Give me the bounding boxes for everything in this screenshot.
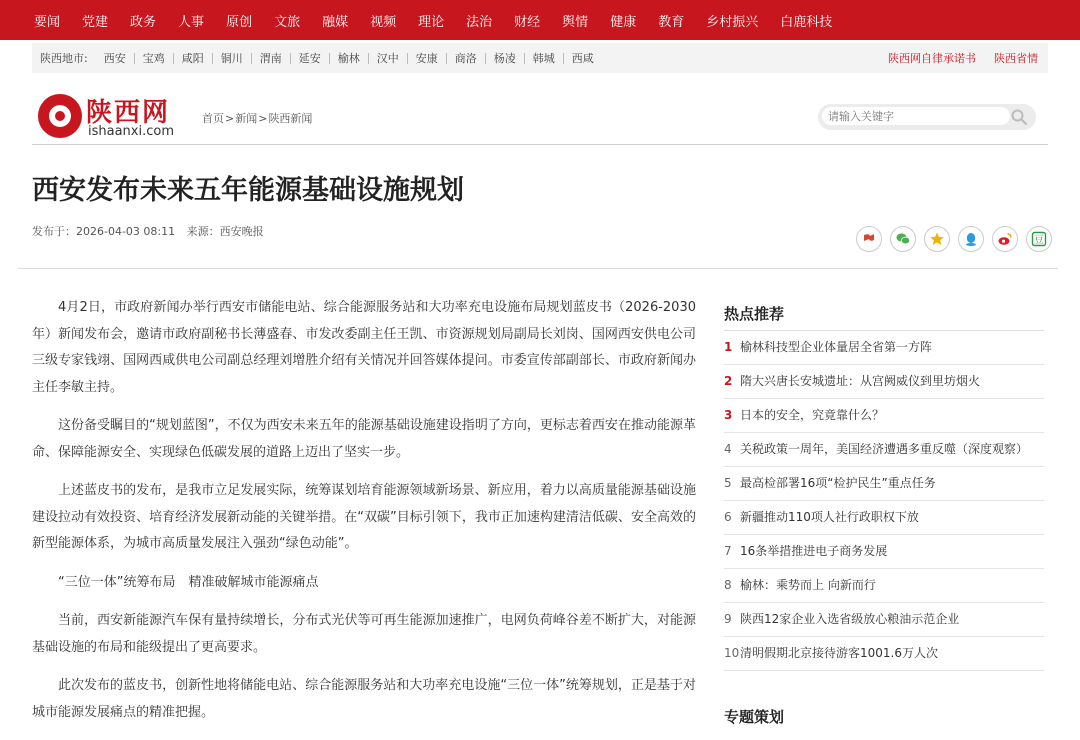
shaanxi-info-link[interactable]: 陕西省情 [994,52,1038,65]
top-nav-bar [0,0,1080,40]
hot-rank-number: 5 [724,476,732,490]
region-label: 陕西地市: [40,52,88,65]
nav-item[interactable]: 舆情 [562,14,589,30]
hot-list-item[interactable] [724,501,1044,535]
hot-list-item[interactable] [724,569,1044,603]
qzone-share-button[interactable] [924,226,950,252]
nav-item[interactable]: 理论 [418,14,445,30]
region-cities [96,53,602,64]
hot-rank-number: 3 [724,408,733,422]
article-body [32,295,696,738]
nav-item[interactable]: 要闻 [34,14,61,30]
hot-list-item[interactable] [724,399,1044,433]
share-bar [856,226,1052,252]
hot-item-title: 清明假期北京接待游客1001.6万人次 [740,646,938,660]
article-paragraph: 上述蓝皮书的发布，是我市立足发展实际，统筹谋划培育能源领域新场景、新应用，着力以高质量能源基础设施建设拉动有效投资、培育经济发展新动能的关键举措。在“双碳”目标引领下，我市正加速构建清洁低碳、安全高效的新型能源体系，为城市高质量发展注入强劲“绿色动能”。 [32,483,696,551]
hot-rank-number: 4 [724,442,732,456]
hot-rank-number: 10 [724,646,740,660]
hot-item-title: 榆林科技型企业体量居全省第一方阵 [740,340,933,354]
breadcrumb-home[interactable]: 首页 [202,112,224,125]
nav-item[interactable]: 文旅 [274,14,301,30]
hot-rank-number: 9 [724,612,732,626]
hot-title: 热点推荐 [724,305,785,323]
nav-item[interactable]: 法治 [466,14,493,30]
breadcrumb-sep: > [225,112,235,125]
hot-rank-number: 8 [724,578,732,592]
breadcrumb-sep: > [258,112,268,125]
nav-item[interactable]: 原创 [226,14,253,30]
hot-rank-number: 2 [724,374,733,388]
region-city-link[interactable]: 杨凌 [486,53,525,64]
region-city-link[interactable]: 商洛 [447,53,486,64]
hot-list-item[interactable] [724,331,1044,365]
hot-item-title: 榆林：乘势而上 向新而行 [740,578,876,592]
wechat-icon [895,231,911,247]
article-paragraph: 4月2日，市政府新闻办举行西安市储能电站、综合能源服务站和大功率充电设施布局规划蓝皮书（2026-2030年）新闻发布会，邀请市政府副秘书长薄盛春、市发改委副主任王凯、市资源规划局副局长刘岗、国网西安供电公司三级专家钱翊、国网西咸供电公司副总经理刘增胜介绍有关情况并回答媒体提问。市委宣传部副部长、市政府新闻办主任李敏主持。 [32,300,696,395]
region-city-link[interactable]: 榆林 [330,53,369,64]
article-paragraph: 这份备受瞩目的“规划蓝图”，不仅为西安未来五年的能源基础设施建设指明了方向，更标志着西安在推动能源革命、保障能源安全、实现绿色低碳发展的道路上迈出了坚实一步。 [32,418,696,460]
region-city-link[interactable]: 安康 [408,53,447,64]
topic-title: 专题策划 [724,708,785,726]
logo-mark-icon [38,94,82,138]
header-divider [32,144,1048,145]
qq-icon [963,231,979,247]
region-city-link[interactable]: 汉中 [369,53,408,64]
hot-list-item[interactable] [724,365,1044,399]
article-source: 来源：西安晚报 [186,225,264,238]
nav-item[interactable]: 人事 [178,14,205,30]
nav-item[interactable]: 白鹿科技 [780,14,833,30]
nav-item[interactable]: 乡村振兴 [706,14,759,30]
nav-item[interactable]: 党建 [82,14,109,30]
share-icon [861,231,877,247]
article-paragraph: 此次发布的蓝皮书，创新性地将储能电站、综合能源服务站和大功率充电设施“三位一体”统筹规划，正是基于对城市能源发展痛点的精准把握。 [32,678,696,720]
logo-en-text: ishaanxi.com [88,124,174,139]
hot-item-title: 隋大兴唐长安城遗址：从宫阙威仪到里坊烟火 [740,374,981,388]
article-title: 西安发布未来五年能源基础设施规划 [32,175,464,206]
site-logo[interactable] [38,92,198,144]
share-button[interactable] [856,226,882,252]
hot-list-item[interactable] [724,467,1044,501]
self-discipline-link[interactable]: 陕西网自律承诺书 [888,52,976,65]
qzone-icon [929,231,945,247]
region-city-link[interactable]: 西安 [96,53,135,64]
hot-item-title: 陕西12家企业入选省级放心粮油示范企业 [740,612,960,626]
region-city-link[interactable]: 西咸 [571,51,594,65]
sidebar [724,300,1044,726]
article-paragraph: 当前，西安新能源汽车保有量持续增长，分布式光伏等可再生能源加速推广，电网负荷峰谷差不断扩大，对能源基础设施的布局和能级提出了更高要求。 [32,613,696,655]
nav-item[interactable]: 视频 [370,14,397,30]
hot-list-item[interactable] [724,603,1044,637]
hot-item-title: 日本的安全，究竟靠什么？ [740,408,885,422]
hot-list-item[interactable] [724,637,1044,671]
region-city-link[interactable]: 韩城 [525,53,564,64]
search-input[interactable] [822,107,1010,125]
weibo-icon [997,231,1013,247]
region-city-link[interactable]: 宝鸡 [135,53,174,64]
region-list [40,43,602,73]
region-right-links [870,43,1038,73]
article-subheading: “三位一体”统筹布局 精准破解城市能源痛点 [58,574,319,590]
region-city-link[interactable]: 延安 [291,53,330,64]
search-box [818,104,1036,130]
nav-item[interactable]: 健康 [610,14,637,30]
hot-item-title: 关税政策一周年，美国经济遭遇多重反噬（深度观察） [740,442,1029,456]
wechat-share-button[interactable] [890,226,916,252]
breadcrumb-news[interactable]: 新闻 [235,112,258,125]
breadcrumb-section[interactable]: 陕西新闻 [268,112,313,125]
hot-list-item[interactable] [724,433,1044,467]
breadcrumb [202,110,312,126]
hot-rank-number: 6 [724,510,732,524]
title-divider [18,268,1058,269]
hot-list [724,331,1044,671]
svg-text:豆: 豆 [1034,234,1044,246]
douban-icon [1031,231,1047,247]
nav-item[interactable]: 财经 [514,14,541,30]
weibo-share-button[interactable] [992,226,1018,252]
region-city-link[interactable]: 咸阳 [174,53,213,64]
nav-item[interactable]: 政务 [130,14,157,30]
hot-rank-number: 1 [724,340,733,354]
search-icon [1010,108,1028,126]
logo-cn-text: 陕西网 [86,98,171,128]
douban-share-button[interactable] [1026,226,1052,252]
hot-rank-number: 7 [724,544,732,558]
region-city-link[interactable]: 铜川 [213,53,252,64]
nav-item[interactable]: 教育 [658,14,685,30]
region-bar [32,43,1048,73]
hot-item-title: 最高检部署16项“检护民生”重点任务 [740,476,936,490]
publish-time: 发布于：2026-04-03 08:11 [32,225,176,238]
hot-item-title: 新疆推动110项人社行政职权下放 [740,510,919,524]
qq-share-button[interactable] [958,226,984,252]
article-meta [32,223,272,239]
nav-item[interactable]: 融媒 [322,14,349,30]
region-city-link[interactable]: 渭南 [252,53,291,64]
hot-list-item[interactable] [724,535,1044,569]
search-button[interactable] [1010,108,1028,126]
top-nav-items [34,0,854,40]
hot-item-title: 16条举措推进电子商务发展 [740,544,888,558]
